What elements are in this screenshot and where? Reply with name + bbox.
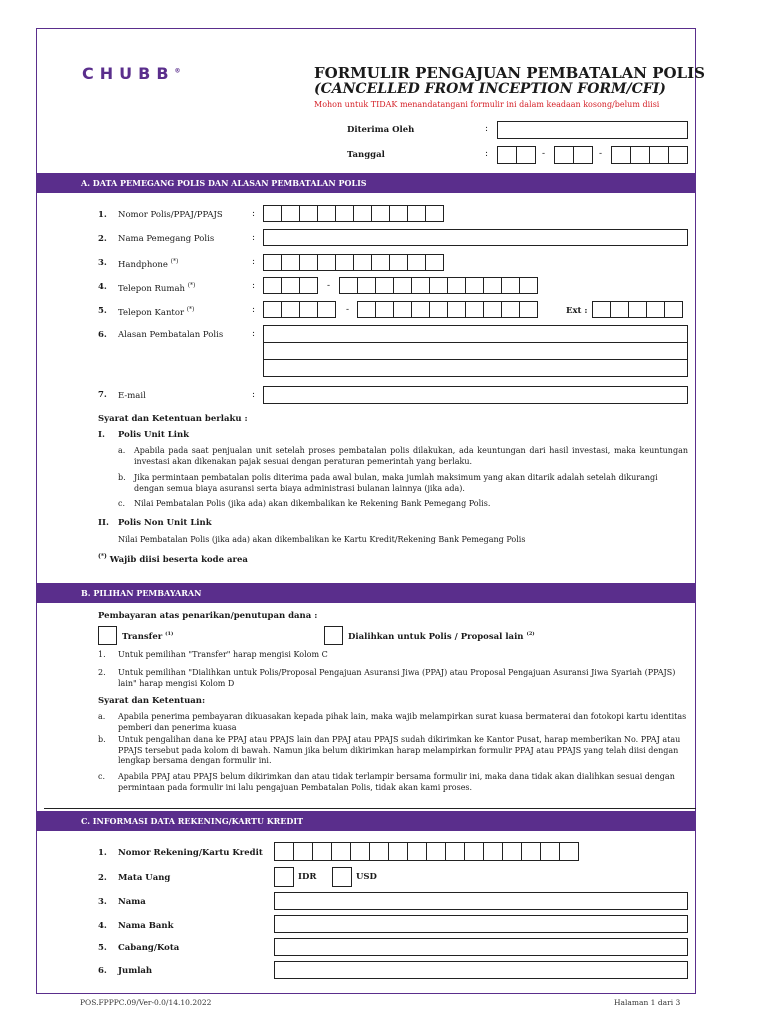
- warning-note: Mohon untuk TIDAK menandatangani formulir ini dalam keadaan kosong/belum diisi: [314, 100, 660, 109]
- transfer-option-label: Transfer $^{(1)}$: [122, 631, 174, 642]
- section-b-heading: B. PILIHAN PEMBAYARAN: [37, 583, 695, 603]
- list-letter: c.: [98, 772, 106, 781]
- section-c-heading: C. INFORMASI DATA REKENING/KARTU KREDIT: [37, 811, 695, 831]
- footnote: (*) Wajib diisi beserta kode area: [98, 553, 248, 565]
- idr-checkbox[interactable]: [274, 867, 294, 887]
- branch-label: Cabang/Kota: [118, 943, 180, 953]
- account-number-label: Nomor Rekening/Kartu Kredit: [118, 848, 263, 858]
- colon: :: [485, 124, 489, 134]
- date-label: Tanggal: [347, 150, 385, 160]
- amount-label: Jumlah: [118, 966, 153, 976]
- divider: [44, 808, 696, 809]
- reason-line-2[interactable]: [263, 342, 688, 360]
- reason-line-1[interactable]: [263, 325, 688, 343]
- received-by-label: Diterima Oleh: [347, 125, 415, 135]
- date-dash: -: [542, 149, 546, 159]
- note-divert: Untuk pemilihan "Dialihkan untuk Polis/Proposal Pengajuan Asuransi Jiwa (PPAJ) atau Proposal Pengajuan Asuransi Jiwa Syariah (PPAJS) lain" harap mengisi Kolom D: [118, 668, 676, 688]
- received-by-input[interactable]: [497, 121, 688, 139]
- amount-input[interactable]: [274, 961, 688, 979]
- office-phone-number-input[interactable]: [357, 301, 538, 318]
- non-unit-link-heading: Polis Non Unit Link: [118, 518, 212, 528]
- payment-intro: Pembayaran atas penarikan/penutupan dana :: [98, 611, 318, 621]
- phone-dash: -: [346, 305, 350, 315]
- usd-checkbox[interactable]: [332, 867, 352, 887]
- payment-terms-heading: Syarat dan Ketentuan:: [98, 696, 206, 706]
- chubb-logo: CHUBB®: [82, 64, 181, 83]
- field-num: 2.: [98, 234, 107, 244]
- divert-checkbox[interactable]: [324, 626, 343, 645]
- non-unit-link-num: II.: [98, 518, 109, 528]
- field-num: 7.: [98, 390, 107, 400]
- home-phone-number-input[interactable]: [339, 277, 538, 294]
- field-num: 4.: [98, 282, 107, 292]
- colon: :: [252, 305, 256, 315]
- reason-line-3[interactable]: [263, 359, 688, 377]
- field-num: 5.: [98, 943, 107, 953]
- policy-holder-label: Nama Pemegang Polis: [118, 234, 215, 244]
- policy-holder-input[interactable]: [263, 229, 688, 246]
- unit-link-term-a: Apabila pada saat penjualan unit setelah proses pembatalan polis dilakukan, ada keuntungan dari hasil investasi, maka keuntungan investasi akan dikenakan pajak sesuai dengan peraturan pemerintah yang berlaku.: [134, 446, 688, 466]
- policy-number-input[interactable]: [263, 205, 444, 222]
- unit-link-heading: Polis Unit Link: [118, 430, 190, 440]
- note-num: 1.: [98, 650, 106, 659]
- account-name-label: Nama: [118, 897, 146, 907]
- home-phone-label: Telepon Rumah (*): [118, 282, 196, 294]
- field-num: 5.: [98, 306, 107, 316]
- email-label: E-mail: [118, 391, 146, 401]
- phone-dash: -: [327, 281, 331, 291]
- note-num: 2.: [98, 668, 106, 677]
- payment-term-b: Untuk pengalihan dana ke PPAJ atau PPAJS lain dan PPAJ atau PPAJS sudah dikirimkan ke Kantor Pusat, harap memberikan No. PPAJ atau PPAJS tersebut pada kolom di bawah. Namun jika belum dikirimkan harap melampirkan formulir PPAJ atau PPAJS yang telah diisi dengan lengkap bersama dengan formulir ini.: [118, 735, 681, 765]
- date-dash: -: [599, 149, 603, 159]
- branch-input[interactable]: [274, 938, 688, 956]
- payment-term-a: Apabila penerima pembayaran dikuasakan kepada pihak lain, maka wajib melampirkan surat kuasa bermaterai dan fotokopi kartu identitas pemberi dan penerima kuasa: [118, 712, 687, 732]
- payment-term-c: Apabila PPAJ atau PPAJS belum dikirimkan dan atau tidak terlampir bersama formulir ini, maka dana tidak akan dialihkan sesuai dengan permintaan pada formulir ini lalu pengajuan Pembatalan Polis, tidak akan kami proses.: [118, 772, 675, 792]
- terms-heading: Syarat dan Ketentuan berlaku :: [98, 414, 248, 424]
- field-num: 1.: [98, 848, 107, 858]
- note-transfer: Untuk pemilihan "Transfer" harap mengisi Kolom C: [118, 650, 328, 659]
- field-num: 1.: [98, 210, 107, 220]
- unit-link-num: I.: [98, 430, 105, 440]
- currency-label: Mata Uang: [118, 873, 171, 883]
- office-phone-area-input[interactable]: [263, 301, 336, 318]
- field-num: 3.: [98, 897, 107, 907]
- colon: :: [252, 209, 256, 219]
- field-num: 2.: [98, 873, 107, 883]
- colon: :: [252, 390, 256, 400]
- transfer-checkbox[interactable]: [98, 626, 117, 645]
- colon: :: [252, 329, 256, 339]
- handphone-label: Handphone (*): [118, 258, 179, 270]
- colon: :: [252, 257, 256, 267]
- date-input-cells[interactable]: [497, 146, 688, 164]
- colon: :: [252, 233, 256, 243]
- unit-link-term-b: Jika permintaan pembatalan polis diterima pada awal bulan, maka jumlah maksimum yang akan ditarik adalah setelah dikurangi dengan semua biaya asuransi serta biaya administrasi bulanan lainnya (jika ada).: [134, 473, 658, 493]
- account-number-input[interactable]: [274, 842, 579, 861]
- list-letter: a.: [118, 446, 126, 455]
- field-num: 4.: [98, 921, 107, 931]
- list-letter: b.: [118, 473, 126, 482]
- form-subtitle: (CANCELLED FROM INCEPTION FORM/CFI): [314, 81, 666, 97]
- colon: :: [485, 149, 489, 159]
- list-letter: b.: [98, 735, 106, 744]
- colon: :: [252, 281, 256, 291]
- unit-link-term-c: Nilai Pembatalan Polis (jika ada) akan dikembalikan ke Rekening Bank Pemegang Polis.: [134, 499, 491, 508]
- bank-name-label: Nama Bank: [118, 921, 174, 931]
- list-letter: c.: [118, 499, 126, 508]
- list-letter: a.: [98, 712, 106, 721]
- handphone-input[interactable]: [263, 254, 444, 271]
- idr-label: IDR: [298, 872, 317, 882]
- field-num: 6.: [98, 330, 107, 340]
- field-num: 6.: [98, 966, 107, 976]
- email-input[interactable]: [263, 386, 688, 404]
- divert-option-label: Dialihkan untuk Polis / Proposal lain $^{(2)}$: [348, 631, 535, 642]
- ext-input[interactable]: [592, 301, 683, 318]
- form-code: POS.FPPPC.09/Ver-0.0/14.10.2022: [80, 998, 212, 1007]
- account-name-input[interactable]: [274, 892, 688, 910]
- bank-name-input[interactable]: [274, 915, 688, 933]
- field-num: 3.: [98, 258, 107, 268]
- form-title: FORMULIR PENGAJUAN PEMBATALAN POLIS: [314, 64, 705, 82]
- office-phone-label: Telepon Kantor (*): [118, 306, 195, 318]
- non-unit-link-text: Nilai Pembatalan Polis (jika ada) akan dikembalikan ke Kartu Kredit/Rekening Bank Pemegang Polis: [118, 535, 526, 544]
- ext-label: Ext :: [566, 306, 588, 316]
- usd-label: USD: [356, 872, 377, 882]
- page-number: Halaman 1 dari 3: [614, 998, 681, 1007]
- policy-number-label: Nomor Polis/PPAJ/PPAJS: [118, 210, 223, 220]
- home-phone-area-input[interactable]: [263, 277, 318, 294]
- section-a-heading: A. DATA PEMEGANG POLIS DAN ALASAN PEMBATALAN POLIS: [37, 173, 695, 193]
- cancellation-reason-label: Alasan Pembatalan Polis: [118, 330, 224, 340]
